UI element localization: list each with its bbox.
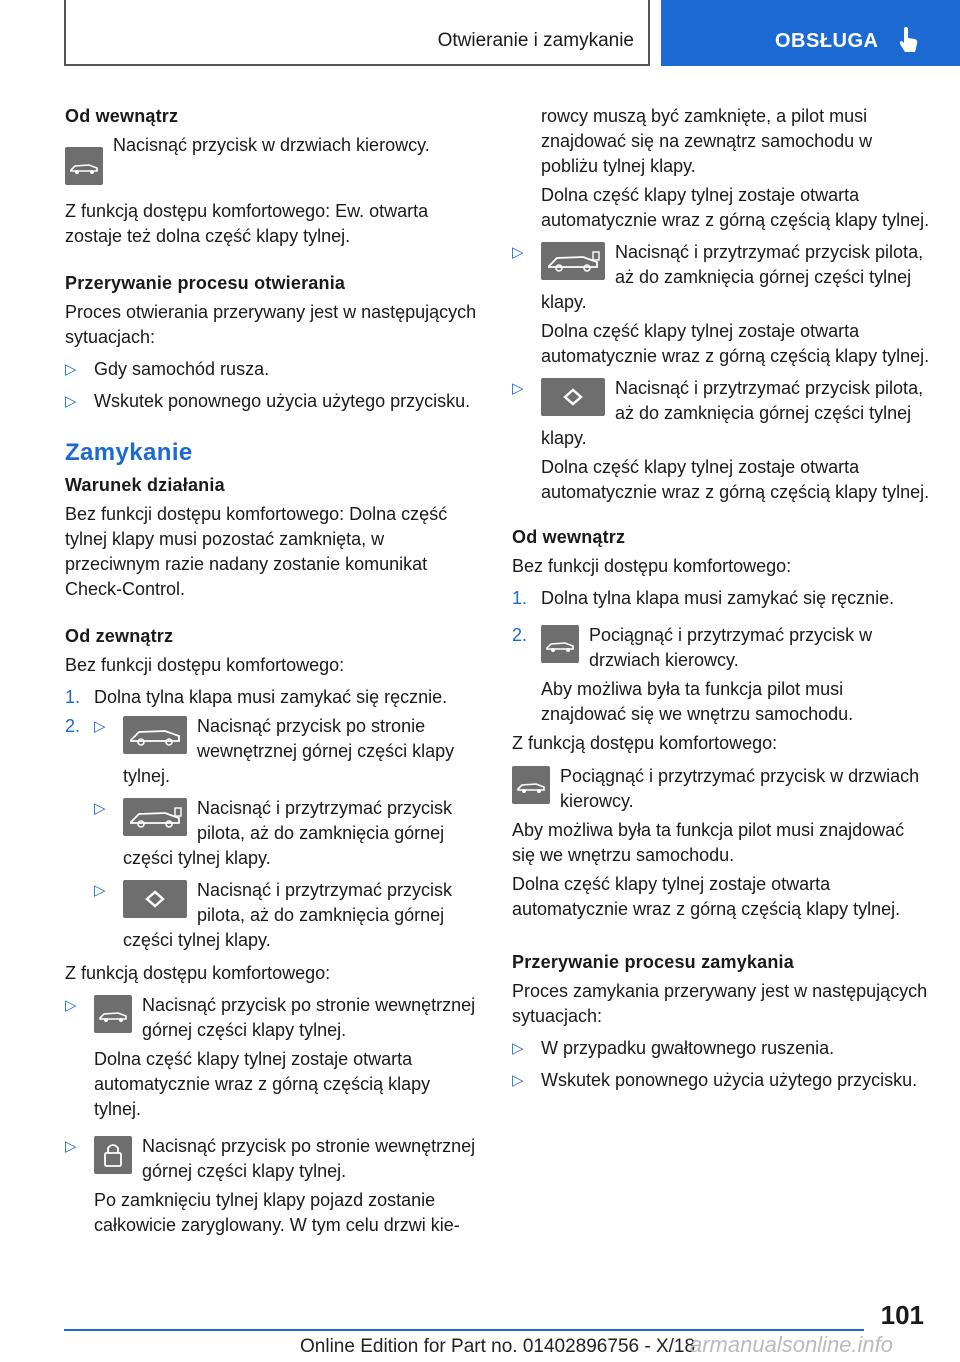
right-column — [512, 104, 932, 1093]
paragraph-aby: Aby możliwa była ta funkcja pilot musi znajdować się we wnętrzu samochodu. — [512, 820, 905, 865]
list-item — [65, 1134, 480, 1238]
list-item-text: Dolna tylna klapa musi zamykać się ręcznie. — [541, 588, 895, 608]
list-item — [94, 796, 480, 871]
heading-od-wewnatrz-2: Od wewnątrz — [512, 527, 626, 547]
car-trunk-icon — [512, 766, 550, 804]
paragraph-bez-komfort-2: Bez funkcji dostępu komfortowego: — [512, 556, 792, 576]
list-item — [94, 714, 480, 789]
heading-przerywanie-zamykania: Przerywanie procesu zamykania — [512, 952, 794, 972]
list-item-text: Nacisnąć i przytrzymać przycisk pilota, aż do zamknięcia górnej części tylnej klapy. — [541, 242, 924, 312]
heading-od-wewnatrz: Od wewnątrz — [65, 106, 179, 126]
paragraph-dolna: Dolna część klapy tylnej zostaje otwarta automatycznie wraz z górną częścią klapy tylnej. — [512, 874, 901, 919]
car-trunk-icon — [94, 995, 132, 1033]
bullet-marker: ▷ — [94, 882, 106, 899]
bullet-marker: ▷ — [94, 800, 106, 817]
list-item — [512, 240, 932, 369]
hand-pointer-icon — [897, 26, 919, 54]
paragraph-continued: rowcy muszą być zamknięte, a pilot musi znajdować się na zewnątrz samochodu w pobliżu tylnej klapy. — [541, 106, 873, 176]
list-item — [65, 993, 480, 1122]
paragraph-bez-komfort: Bez funkcji dostępu komfortowego: — [65, 655, 345, 675]
heading-przerywanie-otwierania: Przerywanie procesu otwierania — [65, 273, 346, 293]
paragraph-z-komfort-2: Z funkcją dostępu komfortowego: — [512, 733, 778, 753]
list-item-note: Po zamknięciu tylnej klapy pojazd zostanie całkowicie zaryglowany. W tym celu drzwi kie- — [94, 1190, 460, 1235]
header-frame — [64, 0, 650, 66]
list-item-text: Wskutek ponownego użycia użytego przycisku. — [541, 1070, 918, 1090]
list-item — [512, 1068, 932, 1093]
paragraph-pociagnac — [512, 764, 932, 814]
bullet-marker: ▷ — [65, 393, 77, 410]
page-number: 101 — [880, 1300, 924, 1330]
header-title: Otwieranie i zamykanie — [437, 30, 634, 51]
list-item — [512, 1036, 932, 1061]
list-item-note: Dolna część klapy tylnej zostaje otwarta automatycznie wraz z górną częścią klapy tylnej. — [541, 321, 930, 366]
bullet-marker: ▷ — [65, 361, 77, 378]
list-item-text: Nacisnąć i przytrzymać przycisk pilota, aż do zamknięcia górnej części tylnej klapy. — [541, 378, 924, 448]
remote-diamond-icon — [123, 880, 187, 918]
car-trunk-icon — [123, 716, 187, 754]
list-item-text: Nacisnąć przycisk po stronie wewnętrznej górnej części klapy tylnej. — [142, 1136, 476, 1181]
bullet-marker: ▷ — [65, 1138, 77, 1155]
list-item-text: Pociągnąć i przytrzymać przycisk w drzwiach kierowcy. — [589, 625, 873, 670]
number-marker: 1. — [65, 687, 81, 707]
section-heading-zamykanie: Zamykanie — [65, 439, 193, 466]
car-trunk-key-icon — [541, 242, 605, 280]
list-item-text: Nacisnąć przycisk po stronie wewnętrznej górnej części klapy tylnej. — [123, 716, 455, 786]
numbered-item-2 — [512, 623, 932, 727]
section-tab-label: OBSŁUGA — [775, 30, 879, 52]
list-item-text: Nacisnąć i przytrzymać przycisk pilota, aż do zamknięcia górnej części tylnej klapy. — [123, 798, 453, 868]
bullet-marker: ▷ — [512, 380, 524, 397]
list-item-note: Aby możliwa była ta funkcja pilot musi znajdować się we wnętrzu samochodu. — [541, 679, 854, 724]
list-item-note: Dolna część klapy tylnej zostaje otwarta automatycznie wraz z górną częścią klapy tylnej. — [541, 457, 930, 502]
bullet-marker: ▷ — [512, 1072, 524, 1089]
paragraph-proces-zamykania: Proces zamykania przerywany jest w następujących sytuacjach: — [512, 981, 928, 1026]
numbered-item-1 — [512, 586, 932, 611]
paragraph-komfort-ew: Z funkcją dostępu komfortowego: Ew. otwarta zostaje też dolna część klapy tylnej. — [65, 201, 429, 246]
bullet-marker: ▷ — [65, 997, 77, 1014]
list-item-note: Dolna część klapy tylnej zostaje otwarta automatycznie wraz z górną częścią klapy tylnej. — [94, 1049, 431, 1119]
list-item — [94, 878, 480, 953]
car-trunk-icon — [541, 625, 579, 663]
footer-watermark: armanualsonline.info — [690, 1332, 894, 1357]
list-item-text: Nacisnąć i przytrzymać przycisk pilota, aż do zamknięcia górnej części tylnej klapy. — [123, 880, 453, 950]
car-trunk-icon — [65, 147, 103, 185]
list-item-text: Wskutek ponownego użycia użytego przycisku. — [94, 391, 471, 411]
list-item — [65, 389, 480, 414]
list-item-text: W przypadku gwałtownego ruszenia. — [541, 1038, 835, 1058]
number-marker: 1. — [512, 588, 528, 608]
paragraph-warunek: Bez funkcji dostępu komfortowego: Dolna część tylnej klapy musi pozostać zamknięta, w przeciwnym razie nadany zostanie komunikat Check-Control. — [65, 504, 448, 599]
car-trunk-key-icon — [123, 798, 187, 836]
list-item-text: Dolna tylna klapa musi zamykać się ręcznie. — [94, 687, 448, 707]
heading-od-zewnatrz: Od zewnątrz — [65, 626, 174, 646]
paragraph-proces-otwierania: Proces otwierania przerywany jest w następujących sytuacjach: — [65, 302, 477, 347]
list-item — [512, 376, 932, 505]
paragraph-z-komfort: Z funkcją dostępu komfortowego: — [65, 963, 331, 983]
paragraph-note: Dolna część klapy tylnej zostaje otwarta automatycznie wraz z górną częścią klapy tylnej. — [541, 185, 930, 230]
numbered-item-1 — [65, 685, 480, 710]
list-item-text: Gdy samochód rusza. — [94, 359, 270, 379]
footer-edition: Online Edition for Part no. 01402896756 - X/18 — [300, 1336, 696, 1357]
footer-divider — [64, 1329, 864, 1331]
remote-diamond-icon — [541, 378, 605, 416]
text-przycisk-kierowcy: Nacisnąć przycisk w drzwiach kierowcy. — [113, 135, 430, 155]
section-tab-obsluga[interactable] — [661, 0, 960, 66]
heading-warunek: Warunek działania — [65, 475, 225, 495]
bullet-marker: ▷ — [512, 1040, 524, 1057]
bullet-marker: ▷ — [94, 718, 106, 735]
list-item-text: Nacisnąć przycisk po stronie wewnętrznej górnej części klapy tylnej. — [142, 995, 476, 1040]
lock-icon — [94, 1136, 132, 1174]
number-marker: 2. — [65, 716, 81, 736]
paragraph-przycisk-kierowcy — [65, 133, 480, 187]
bullet-marker: ▷ — [512, 244, 524, 261]
numbered-item-2 — [65, 714, 480, 953]
text-pociagnac: Pociągnąć i przytrzymać przycisk w drzwiach kierowcy. — [560, 766, 920, 811]
number-marker: 2. — [512, 625, 528, 645]
left-column — [65, 104, 480, 1238]
list-item — [65, 357, 480, 382]
